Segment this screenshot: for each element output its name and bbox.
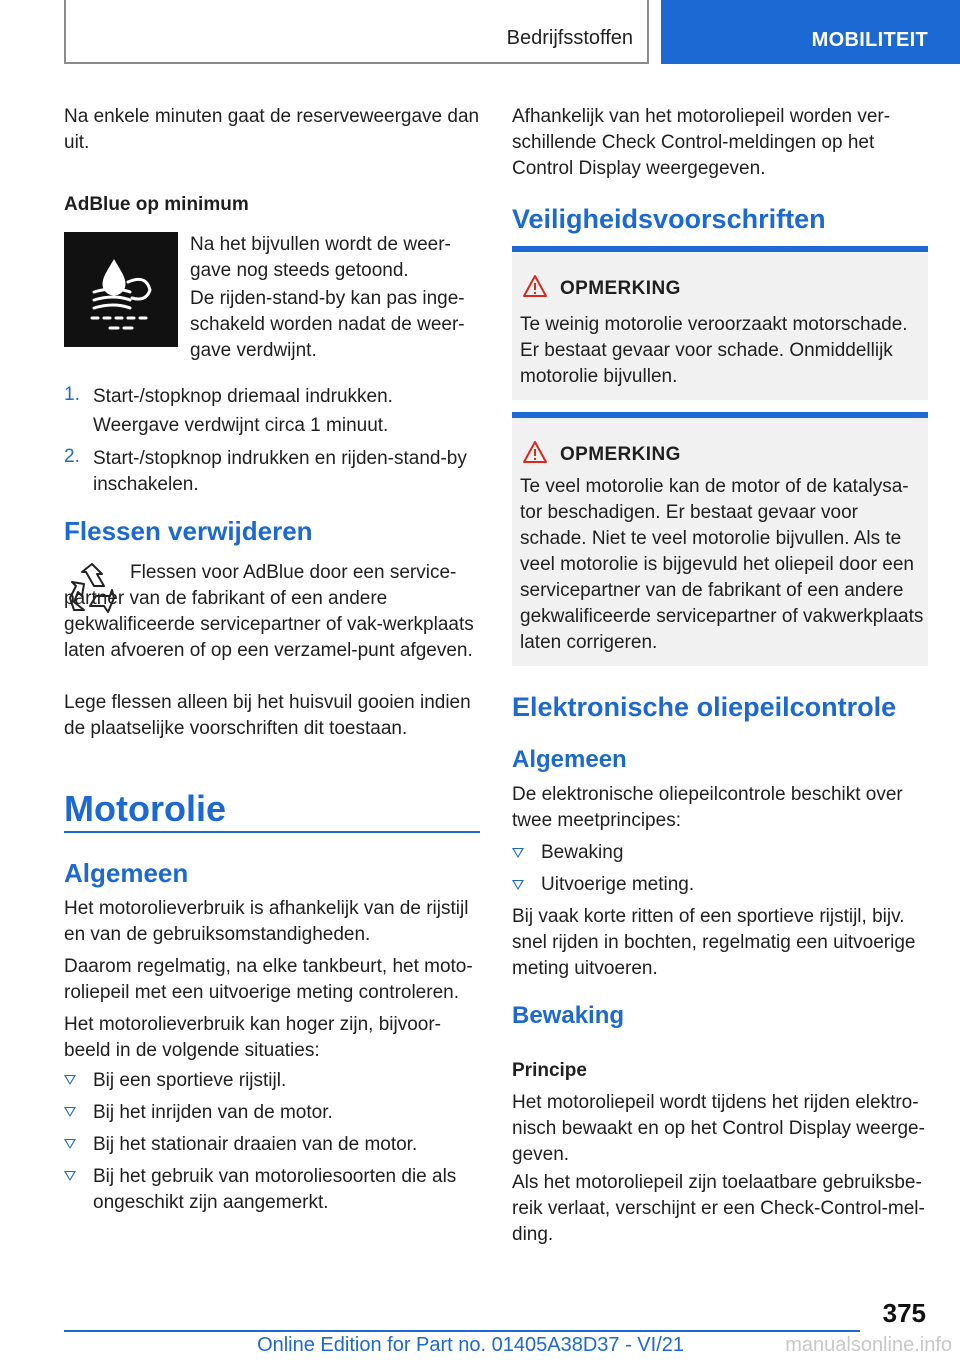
adblue-para-2: De rijden-stand-by kan pas inge-schakeld worden nadat de weer-gave verdwijnt. (190, 288, 465, 361)
algemeen-heading-right: Algemeen (512, 746, 627, 773)
step-text: Start-/stopknop indrukken en rijden-stand-by inschakelen. (93, 448, 467, 495)
elektro-para-2: Bij vaak korte ritten of een sportieve rijstijl, bijv. snel rijden in bochten, regelmatig een uitvoerige meting uitvoeren. (512, 906, 916, 979)
header-chapter-label: MOBILITEIT (811, 29, 928, 51)
flessen-heading: Flessen verwijderen (64, 516, 313, 546)
bewaking-heading: Bewaking (512, 1002, 625, 1029)
right-intro: Afhankelijk van het motoroliepeil worden ver-schillende Check Control-meldingen op het Control Display weergegeven. (512, 106, 891, 179)
adblue-warning-icon (64, 232, 178, 347)
watermark: manualsonline.info (785, 1334, 952, 1356)
notice-title: OPMERKING (560, 278, 681, 299)
algemeen-para-1: Het motorolieverbruik is afhankelijk van de rijstijl en van de gebruiksomstandigheden. (64, 898, 469, 945)
algemeen-para-2: Daarom regelmatig, na elke tankbeurt, het moto-roliepeil met een uitvoerige meting controleren. (64, 956, 473, 1003)
bullet-triangle-icon (512, 880, 524, 890)
list-item: Bij een sportieve rijstijl. (93, 1070, 287, 1091)
motorolie-heading: Motorolie (64, 788, 226, 829)
heading-underline (64, 831, 480, 833)
flessen-para-2: Lege flessen alleen bij het huisvuil gooien indien de plaatselijke voorschriften dit toestaan. (64, 692, 471, 739)
elektro-para-1: De elektronische oliepeilcontrole beschikt over twee meetprincipes: (512, 784, 903, 831)
principe-para-1: Het motoroliepeil wordt tijdens het rijden elektro-nisch bewaakt en op het Control Display weerge-geven. (512, 1092, 925, 1165)
adblue-para-1: Na het bijvullen wordt de weer-gave nog steeds getoond. (190, 234, 451, 281)
list-item: Bij het inrijden van de motor. (93, 1102, 333, 1123)
flessen-para-1: Flessen voor AdBlue door een service-partner van de fabrikant of een andere gekwalificeerde servicepartner of vak-werkplaats laten afvoeren of op een verzamel-punt afgeven. (64, 562, 474, 661)
list-item: Bewaking (541, 842, 624, 863)
bullet-triangle-icon (64, 1107, 76, 1117)
bullet-triangle-icon (512, 848, 524, 858)
bullet-triangle-icon (64, 1171, 76, 1181)
principe-para-2: Als het motoroliepeil zijn toelaatbare gebruiksbe-reik verlaat, verschijnt er een Check-Control-mel-ding. (512, 1172, 925, 1245)
step-number: 2. (64, 446, 80, 467)
list-item: Uitvoerige meting. (541, 874, 695, 895)
notice-box (512, 412, 928, 666)
principe-heading: Principe (512, 1060, 587, 1081)
page-number: 375 (882, 1298, 926, 1328)
notice-text: Te veel motorolie kan de motor of de katalysa-tor beschadigen. Er bestaat gevaar voor schade. Niet te veel motorolie bijvullen. Als te veel motorolie is bijgevuld het oliepeil door een servicepartner van de fabrikant of een andere gekwalificeerde servicepartner of vakwerkplaats laten corrigeren. (520, 476, 924, 653)
list-item: Bij het stationair draaien van de motor. (93, 1134, 418, 1155)
adblue-title: AdBlue op minimum (64, 194, 249, 215)
bullet-triangle-icon (64, 1139, 76, 1149)
list-item: Bij het gebruik van motoroliesoorten die als ongeschikt zijn aangemerkt. (93, 1166, 457, 1213)
left-intro: Na enkele minuten gaat de reserveweergave dan uit. (64, 106, 480, 153)
footer-edition: Online Edition for Part no. 01405A38D37 - VI/21 (257, 1334, 684, 1356)
notice-box (512, 246, 928, 400)
veiligheid-heading: Veiligheidsvoorschriften (512, 204, 826, 234)
algemeen-heading-left: Algemeen (64, 858, 189, 888)
notice-title: OPMERKING (560, 444, 681, 465)
footer-divider (64, 1330, 860, 1332)
header-section-tab (64, 0, 649, 64)
header-section-label: Bedrijfsstoffen (506, 27, 633, 49)
header-chapter-tab (661, 0, 960, 64)
algemeen-para-3: Het motorolieverbruik kan hoger zijn, bijvoor-beeld in de volgende situaties: (64, 1014, 441, 1061)
bullet-triangle-icon (64, 1075, 76, 1085)
warning-triangle-icon (522, 274, 548, 303)
step-text: Start-/stopknop driemaal indrukken. (93, 386, 393, 407)
step-number: 1. (64, 384, 80, 405)
notice-text: Te weinig motorolie veroorzaakt motorschade. Er bestaat gevaar voor schade. Onmiddellijk motorolie bijvullen. (520, 314, 908, 387)
step-subtext: Weergave verdwijnt circa 1 minuut. (93, 415, 389, 436)
warning-triangle-icon (522, 440, 548, 469)
elektronische-heading: Elektronische oliepeilcontrole (512, 692, 897, 722)
